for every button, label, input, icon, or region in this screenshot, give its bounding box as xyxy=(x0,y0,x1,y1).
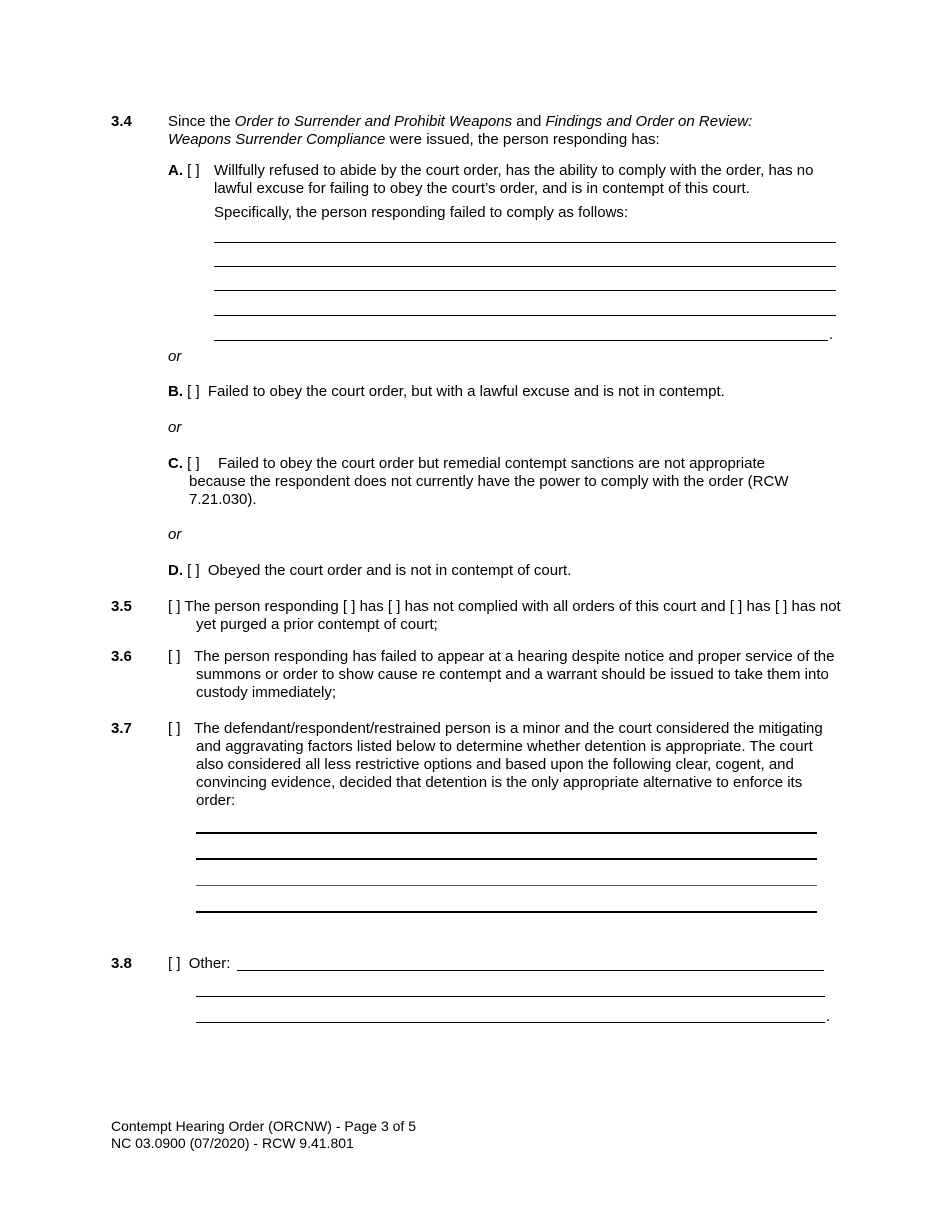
intro-text-2: were issued, the person responding has: xyxy=(385,131,660,148)
section-number-3-7: 3.7 xyxy=(111,720,132,737)
section-3-7-checkbox-wrap xyxy=(168,720,181,738)
section-3-8-fill-line-2[interactable] xyxy=(196,996,825,997)
or-separator-1: or xyxy=(168,348,182,365)
section-3-7-text: The defendant/respondent/restrained person is a minor and the court considered the mitigating and aggravating factors listed below to determine whether detention is appropriate. The court also considered all less restrictive options and based upon the following clear, cogent, and convincing evidence, decided that detention is the only appropriate alternative to enforce its order: xyxy=(194,720,823,809)
s35-text-3: has not yet purged a prior contempt of court; xyxy=(196,598,841,633)
section-3-8-fill-line-1[interactable] xyxy=(237,970,824,971)
section-number-3-4: 3.4 xyxy=(111,113,132,130)
s35-hasnot2-checkbox[interactable]: [ ] xyxy=(774,598,788,615)
option-d-label: D. xyxy=(168,562,183,579)
option-a-fill-line-1[interactable] xyxy=(214,242,836,243)
section-3-7-fill-line-4[interactable] xyxy=(196,911,817,913)
intro-and: and xyxy=(512,113,546,130)
section-3-6-checkbox-wrap xyxy=(168,648,181,666)
section-3-7-fill-line-3[interactable] xyxy=(196,885,817,886)
option-d xyxy=(168,562,571,580)
option-a-label-group xyxy=(168,162,200,180)
option-b-label: B. xyxy=(168,383,183,400)
s35-hasnot-checkbox[interactable]: [ ] xyxy=(387,598,401,615)
section-3-4-intro xyxy=(168,113,808,149)
or-separator-2: or xyxy=(168,419,182,436)
option-a-checkbox[interactable]: [ ] xyxy=(187,162,200,179)
option-a-specifically: Specifically, the person responding failed to comply as follows: xyxy=(214,204,629,221)
section-3-8-period: . xyxy=(826,1008,831,1025)
section-3-5-checkbox[interactable]: [ ] xyxy=(168,598,181,615)
option-b xyxy=(168,383,725,401)
section-3-8-checkbox[interactable]: [ ] xyxy=(168,955,181,972)
section-3-8-label: Other: xyxy=(188,955,231,972)
section-3-8-fill-line-3[interactable] xyxy=(196,1022,825,1023)
section-number-3-8: 3.8 xyxy=(111,955,132,972)
footer xyxy=(111,1118,416,1152)
section-number-3-6: 3.6 xyxy=(111,648,132,665)
order-title-2: Findings and Order on Review: Weapons Surrender Compliance xyxy=(168,113,753,148)
option-c-label: C. xyxy=(168,455,183,472)
section-3-6-text: The person responding has failed to appear at a hearing despite notice and proper service of the summons or order to show cause re contempt and a warrant should be issued to take them into custody immediately; xyxy=(194,648,835,701)
option-a-fill-line-4[interactable] xyxy=(214,315,836,316)
option-a-label: A. xyxy=(168,162,183,179)
option-a-text: Willfully refused to abide by the court order, has the ability to comply with the order, has no lawful excuse for failing to obey the court’s order, and is in contempt of this court. xyxy=(214,162,814,197)
s35-has-checkbox[interactable]: [ ] xyxy=(342,598,356,615)
s35-has2: has xyxy=(746,598,771,615)
section-3-8-label-group xyxy=(168,955,230,973)
option-d-checkbox[interactable]: [ ] xyxy=(187,562,200,579)
footer-line-1: Contempt Hearing Order (ORCNW) - Page 3 of 5 xyxy=(111,1118,416,1134)
section-3-7-checkbox[interactable]: [ ] xyxy=(168,720,181,737)
option-a-fill-line-5[interactable] xyxy=(214,340,828,341)
option-d-text: Obeyed the court order and is not in contempt of court. xyxy=(207,562,572,579)
section-3-7-fill-line-2[interactable] xyxy=(196,858,817,860)
section-number-3-5: 3.5 xyxy=(111,598,132,615)
intro-text-1: Since the xyxy=(168,113,235,130)
footer-line-2: NC 03.0900 (07/2020) - RCW 9.41.801 xyxy=(111,1135,354,1151)
option-c-checkbox[interactable]: [ ] xyxy=(187,455,200,472)
section-3-7-fill-line-1[interactable] xyxy=(196,832,817,834)
section-3-6-checkbox[interactable]: [ ] xyxy=(168,648,181,665)
s35-has: has xyxy=(359,598,384,615)
option-a-period: . xyxy=(829,326,834,343)
section-3-5-text xyxy=(168,598,858,634)
s35-text-1: The person responding xyxy=(184,598,339,615)
option-c-text: Failed to obey the court order but remedial contempt sanctions are not appropriate because the respondent does not currently have the power to comply with the order (RCW 7.21.030). xyxy=(189,455,789,508)
option-a-fill-line-3[interactable] xyxy=(214,290,836,291)
or-separator-3: or xyxy=(168,526,182,543)
s35-text-2: has not complied with all orders of this court and xyxy=(404,598,726,615)
option-b-checkbox[interactable]: [ ] xyxy=(187,383,200,400)
option-b-text: Failed to obey the court order, but with a lawful excuse and is not in contempt. xyxy=(207,383,725,400)
option-a-fill-line-2[interactable] xyxy=(214,266,836,267)
s35-has2-checkbox[interactable]: [ ] xyxy=(729,598,743,615)
order-title-1: Order to Surrender and Prohibit Weapons xyxy=(234,113,513,130)
